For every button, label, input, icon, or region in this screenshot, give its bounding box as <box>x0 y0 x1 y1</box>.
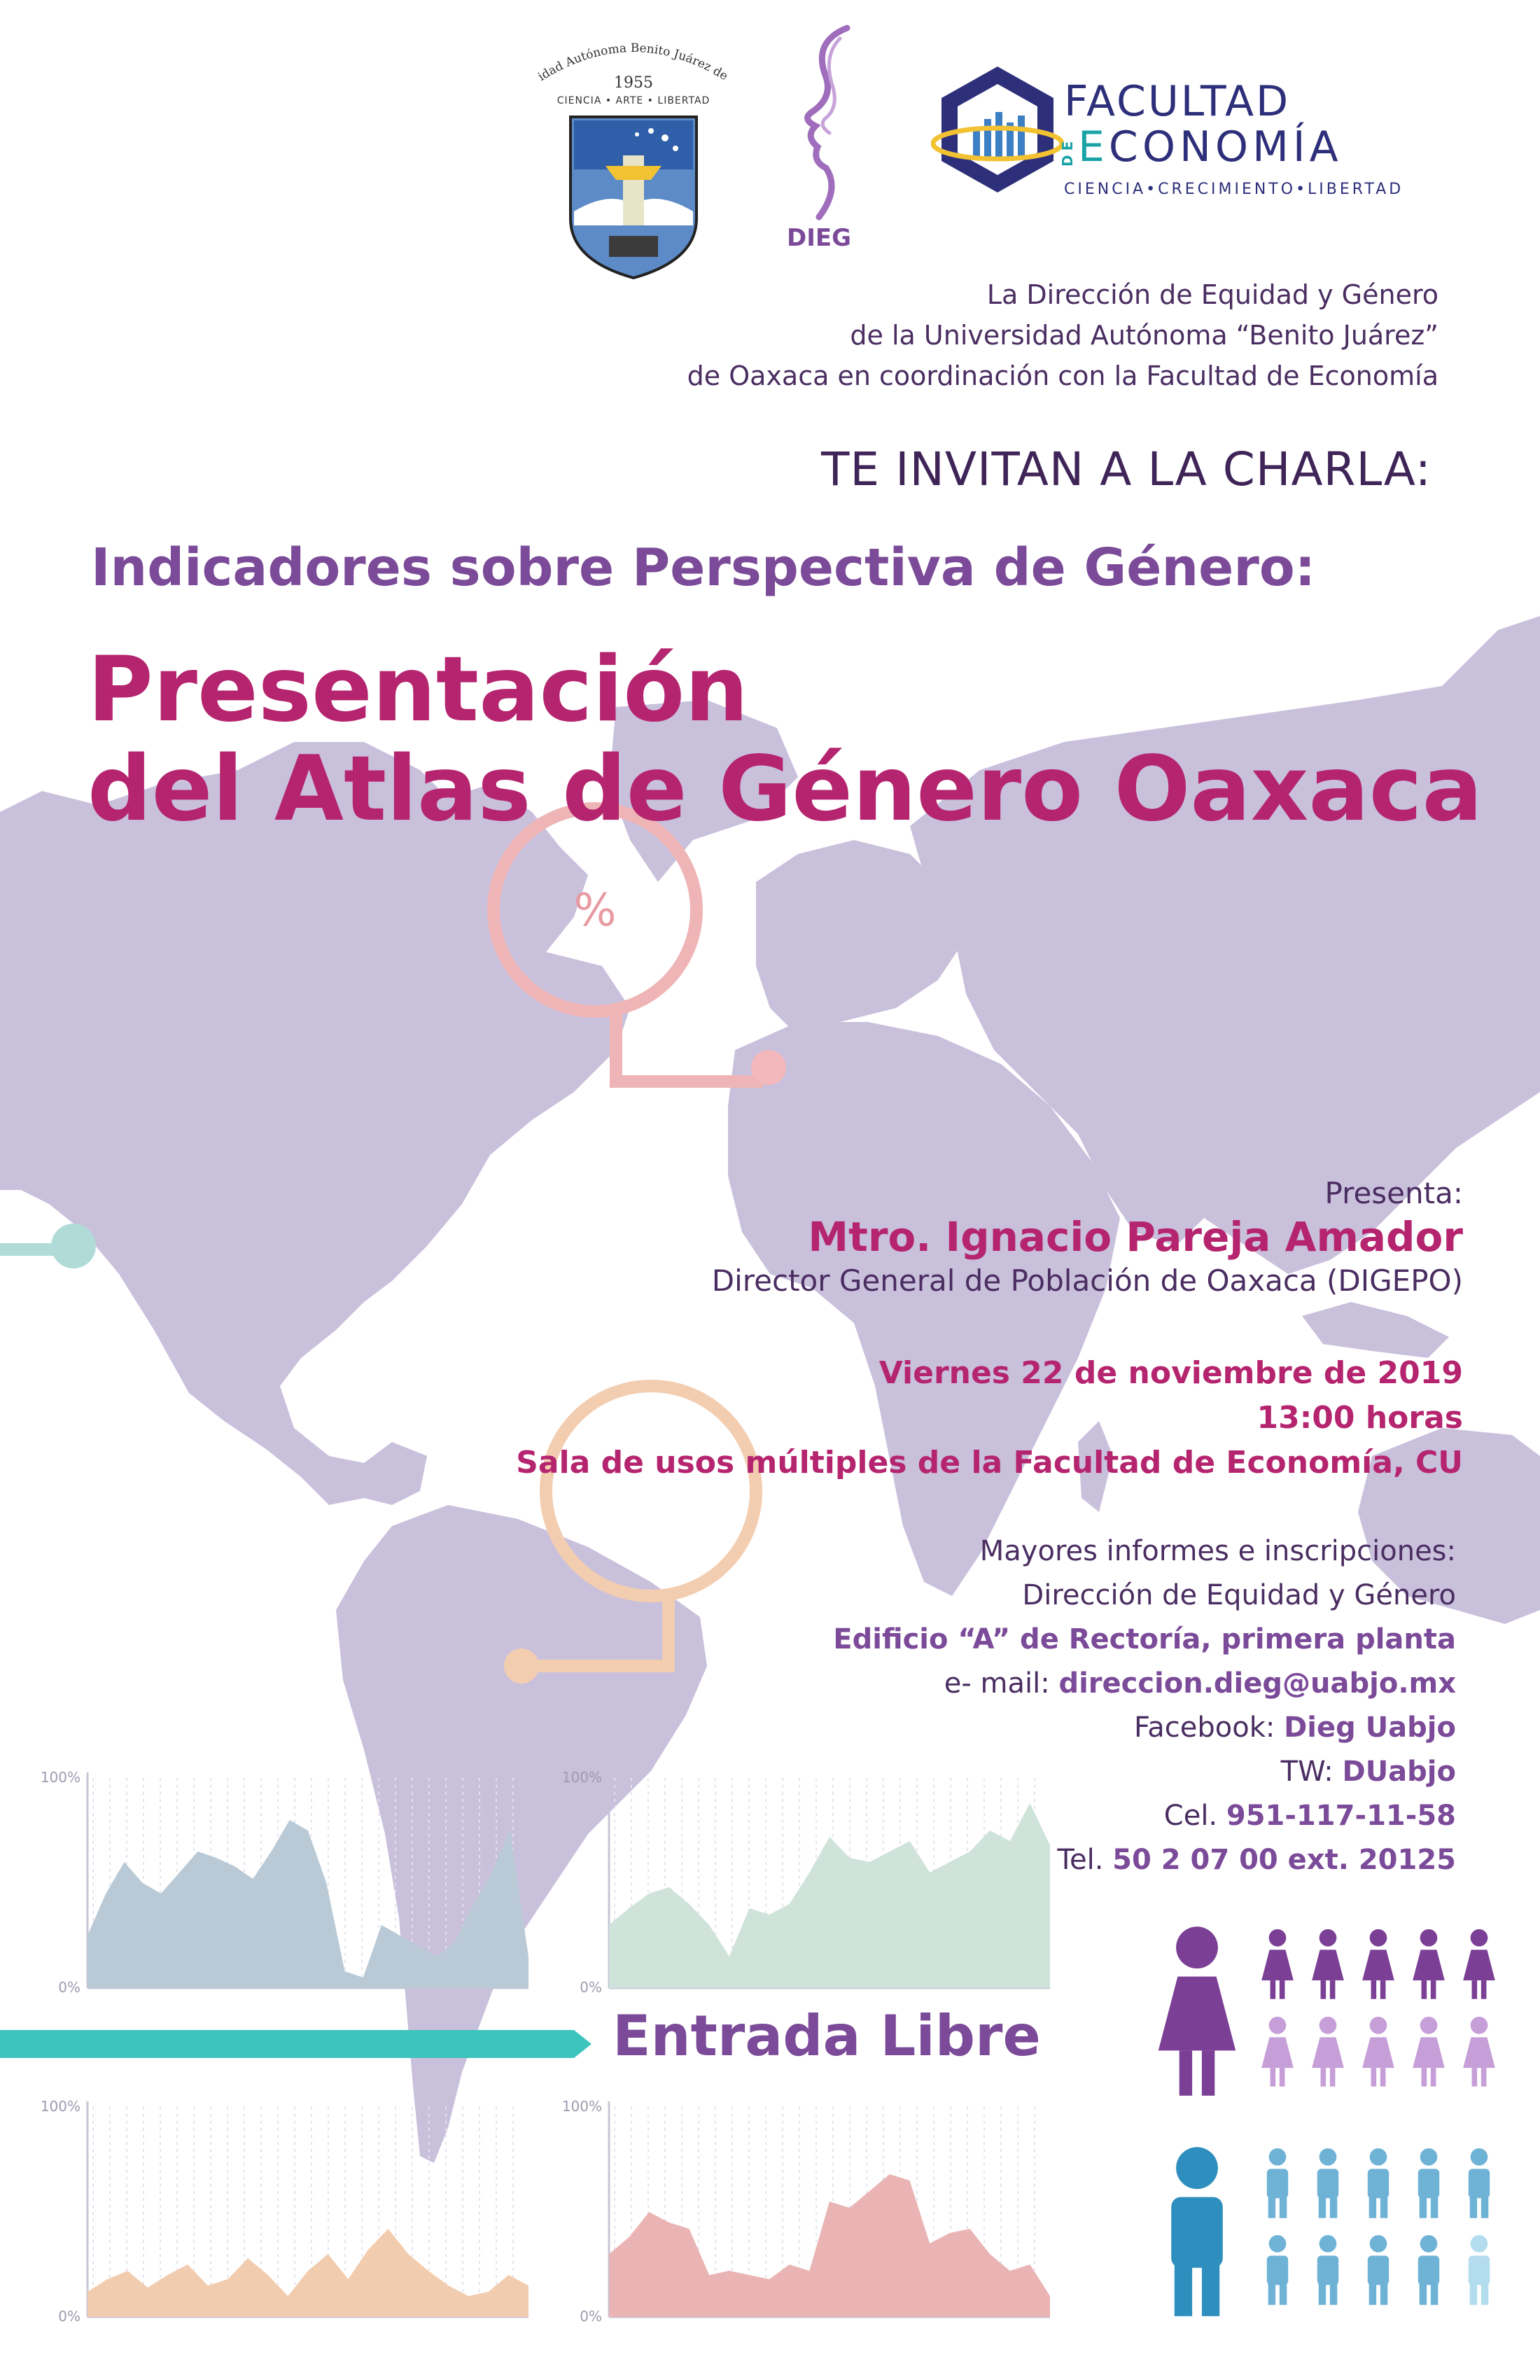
woman-small-icon <box>1463 2017 1495 2087</box>
contact-heading: Mayores informes e inscripciones: <box>979 1535 1456 1567</box>
intro-line: La Dirección de Equidad y Género <box>986 279 1438 310</box>
woman-small-icon <box>1312 2017 1344 2087</box>
woman-small-icon <box>1362 1929 1394 1999</box>
economia-de: DE <box>1059 136 1076 167</box>
tel-number[interactable]: 50 2 07 00 ext. 20125 <box>1112 1844 1456 1876</box>
entrada-libre: Entrada Libre <box>612 2003 1041 2068</box>
email-link[interactable]: direccion.dieg@uabjo.mx <box>1058 1667 1456 1700</box>
man-small-icon <box>1368 2235 1389 2305</box>
event-date: Viernes 22 de noviembre de 2019 <box>878 1355 1463 1391</box>
economia-facultad: FACULTAD <box>1064 77 1291 126</box>
economia-motto: CIENCIA•CRECIMIENTO•LIBERTAD <box>1064 181 1404 198</box>
chart-tick-label: 0% <box>58 2308 80 2325</box>
chart-tick-label: 0% <box>58 1979 80 1996</box>
man-small-icon <box>1469 2235 1490 2305</box>
man-large-icon <box>1171 2147 1223 2316</box>
facebook-label: Facebook: <box>1133 1712 1284 1744</box>
man-small-icon <box>1317 2235 1338 2305</box>
cel-number[interactable]: 951-117-11-58 <box>1226 1800 1456 1832</box>
event-time: 13:00 horas <box>1256 1400 1463 1436</box>
intro-line: de la Universidad Autónoma “Benito Juárez” <box>850 320 1438 351</box>
intro-line: de Oaxaca en coordinación con la Facultad de Economía <box>687 360 1438 391</box>
chart-tick-label: 100% <box>561 1769 602 1786</box>
chart-tick-label: 0% <box>580 1979 602 1996</box>
tw-link[interactable]: DUabjo <box>1342 1756 1456 1788</box>
speaker-role: Director General de Población de Oaxaca (DIGEPO) <box>711 1264 1463 1298</box>
invite-heading: TE INVITAN A LA CHARLA: <box>821 442 1432 496</box>
woman-small-icon <box>1261 2017 1294 2087</box>
seal-year: 1955 <box>614 74 653 92</box>
woman-small-icon <box>1312 1929 1344 1999</box>
woman-small-icon <box>1362 2017 1394 2087</box>
event-place: Sala de usos múltiples de la Facultad de Economía, CU <box>516 1445 1463 1480</box>
tw-label: TW: <box>1280 1756 1343 1788</box>
woman-small-icon <box>1261 1929 1294 1999</box>
man-small-icon <box>1267 2148 1288 2218</box>
man-small-icon <box>1469 2148 1490 2218</box>
cel-label: Cel. <box>1163 1800 1226 1832</box>
dieg-label: DIEG <box>786 224 851 252</box>
man-small-icon <box>1418 2235 1439 2305</box>
woman-small-icon <box>1413 2017 1445 2087</box>
chart-tick-label: 100% <box>40 2098 80 2115</box>
economia-word: CONOMÍA <box>1108 122 1343 172</box>
facebook-link[interactable]: Dieg Uabjo <box>1284 1712 1456 1744</box>
chart-tick-label: 100% <box>40 1769 80 1786</box>
woman-small-icon <box>1463 1929 1495 1999</box>
man-small-icon <box>1418 2148 1439 2218</box>
woman-small-icon <box>1413 1929 1445 1999</box>
chart-tick-label: 100% <box>561 2098 602 2115</box>
presenta-label: Presenta: <box>1324 1176 1463 1210</box>
contact-office: Dirección de Equidad y Género <box>1022 1579 1456 1611</box>
economia-e-glyph: E <box>1078 122 1109 172</box>
talk-title-line: Presentación <box>88 638 749 742</box>
talk-title-line: del Atlas de Género Oaxaca <box>88 737 1483 841</box>
man-small-icon <box>1317 2148 1338 2218</box>
seal-motto: CIENCIA • ARTE • LIBERTAD <box>556 95 710 106</box>
email-label: e- mail: <box>944 1667 1059 1700</box>
seal-university-name: idad Autónoma Benito Juárez de <box>536 41 731 85</box>
contact-building: Edificio “A” de Rectoría, primera planta <box>833 1623 1456 1656</box>
percent-glyph: % <box>573 885 617 937</box>
woman-large-icon <box>1158 1926 1236 2095</box>
speaker-name: Mtro. Ignacio Pareja Amador <box>808 1213 1463 1261</box>
talk-subtitle: Indicadores sobre Perspectiva de Género: <box>91 538 1316 598</box>
chart-tick-label: 0% <box>580 2308 602 2325</box>
man-small-icon <box>1267 2235 1288 2305</box>
tel-label: Tel. <box>1057 1844 1113 1876</box>
man-small-icon <box>1368 2148 1389 2218</box>
